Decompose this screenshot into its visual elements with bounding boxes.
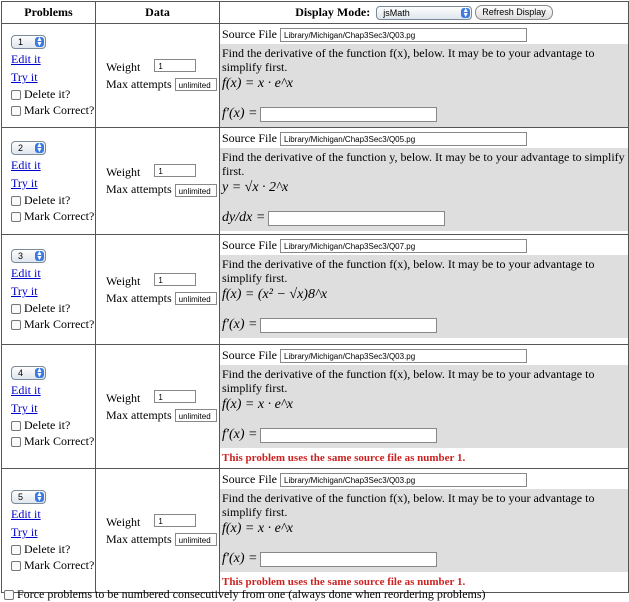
- mark-correct-checkbox[interactable]: [11, 437, 21, 447]
- display-mode-label: Display Mode:: [295, 4, 371, 19]
- problem-formula: f(x) = x · e^x: [222, 397, 293, 412]
- delete-checkbox[interactable]: [11, 421, 21, 431]
- try-link[interactable]: Try it: [11, 284, 38, 299]
- answer-label: f′(x) =: [222, 551, 258, 566]
- problem-statement: Find the derivative of the function f(x), below. It may be to your advantage to simplify first.: [222, 257, 595, 285]
- mark-correct-label: Mark Correct?: [24, 434, 95, 449]
- data-header: Data: [96, 2, 220, 24]
- weight-input[interactable]: 1: [154, 273, 196, 286]
- problem-controls: [2, 235, 96, 345]
- force-numbering-checkbox[interactable]: [4, 590, 14, 600]
- mark-correct-label: Mark Correct?: [24, 103, 95, 118]
- problem-preview: [220, 128, 629, 235]
- problem-controls: [2, 345, 96, 469]
- answer-label: f′(x) =: [222, 427, 258, 442]
- source-file-row: [220, 469, 628, 489]
- max-attempts-label: Max attempts: [106, 290, 172, 305]
- try-link[interactable]: Try it: [11, 70, 38, 85]
- problem-preview: [220, 345, 629, 469]
- mark-correct-checkbox[interactable]: [11, 561, 21, 571]
- weight-label: Weight: [106, 390, 141, 405]
- answer-label: f′(x) =: [222, 317, 258, 332]
- weight-input[interactable]: 1: [154, 59, 196, 72]
- source-file-input[interactable]: Library/Michigan/Chap3Sec3/Q03.pg: [280, 28, 527, 42]
- delete-label: Delete it?: [24, 87, 71, 102]
- delete-checkbox[interactable]: [11, 90, 21, 100]
- source-file-row: [220, 24, 628, 44]
- problem-number-select[interactable]: [11, 35, 46, 49]
- problem-number-select[interactable]: [11, 249, 46, 263]
- delete-option[interactable]: [11, 87, 95, 102]
- problem-body: [220, 489, 628, 572]
- max-attempts-label: Max attempts: [106, 76, 172, 91]
- source-file-row: [220, 128, 628, 148]
- source-file-row: [220, 235, 628, 255]
- max-attempts-input[interactable]: unlimited: [175, 292, 217, 305]
- problems-header: Problems: [2, 2, 96, 24]
- source-file-label: Source File: [222, 238, 277, 252]
- problem-number: 3: [18, 251, 24, 262]
- problem-controls: [2, 128, 96, 235]
- answer-input[interactable]: [260, 107, 437, 122]
- source-file-label: Source File: [222, 348, 277, 362]
- weight-input[interactable]: 1: [154, 164, 196, 177]
- problem-body: [220, 365, 628, 448]
- problem-formula: f(x) = x · e^x: [222, 521, 293, 536]
- mark-correct-option[interactable]: [11, 558, 95, 572]
- problem-preview: [220, 24, 629, 128]
- source-file-input[interactable]: Library/Michigan/Chap3Sec3/Q03.pg: [280, 349, 527, 363]
- delete-label: Delete it?: [24, 418, 71, 433]
- source-file-label: Source File: [222, 27, 277, 41]
- source-file-row: [220, 345, 628, 365]
- problem-data: [96, 128, 220, 235]
- max-attempts-input[interactable]: unlimited: [175, 533, 217, 546]
- mark-correct-label: Mark Correct?: [24, 317, 95, 332]
- problems-table: [1, 1, 629, 593]
- problem-number-select[interactable]: [11, 490, 46, 504]
- source-file-label: Source File: [222, 472, 277, 486]
- max-attempts-input[interactable]: unlimited: [175, 78, 217, 91]
- problem-formula: f(x) = (x² − √x)8^x: [222, 287, 328, 302]
- problem-formula: y = √x · 2^x: [222, 180, 289, 195]
- weight-input[interactable]: 1: [154, 514, 196, 527]
- refresh-display-button[interactable]: Refresh Display: [475, 5, 553, 20]
- mark-correct-option[interactable]: [11, 209, 95, 223]
- edit-link[interactable]: Edit it: [11, 383, 41, 398]
- problem-row: [2, 128, 629, 235]
- weight-label: Weight: [106, 273, 141, 288]
- delete-checkbox[interactable]: [11, 196, 21, 206]
- delete-label: Delete it?: [24, 542, 71, 557]
- problem-number: 1: [18, 37, 24, 48]
- select-arrows-icon: ▲ ▼: [462, 6, 470, 19]
- source-file-input[interactable]: Library/Michigan/Chap3Sec3/Q07.pg: [280, 239, 527, 253]
- max-attempts-input[interactable]: unlimited: [175, 184, 217, 197]
- problem-statement: Find the derivative of the function f(x), below. It may be to your advantage to simplify first.: [222, 491, 595, 519]
- source-file-input[interactable]: Library/Michigan/Chap3Sec3/Q05.pg: [280, 132, 527, 146]
- problem-data: [96, 345, 220, 469]
- weight-label: Weight: [106, 514, 141, 529]
- edit-link[interactable]: Edit it: [11, 507, 41, 522]
- answer-input[interactable]: [260, 552, 437, 567]
- mark-correct-option[interactable]: [11, 103, 95, 117]
- delete-option[interactable]: [11, 193, 95, 208]
- source-file-label: Source File: [222, 131, 277, 145]
- answer-input[interactable]: [268, 211, 445, 226]
- delete-option[interactable]: [11, 301, 95, 316]
- try-link[interactable]: Try it: [11, 401, 38, 416]
- problem-data: [96, 24, 220, 128]
- problem-statement: Find the derivative of the function f(x), below. It may be to your advantage to simplify first.: [222, 367, 595, 395]
- mark-correct-option[interactable]: [11, 317, 95, 331]
- problem-data: [96, 469, 220, 593]
- edit-link[interactable]: Edit it: [11, 266, 41, 281]
- delete-checkbox[interactable]: [11, 545, 21, 555]
- try-link[interactable]: Try it: [11, 175, 38, 190]
- max-attempts-label: Max attempts: [106, 407, 172, 422]
- display-mode-select[interactable]: [376, 6, 472, 20]
- display-mode-value: jsMath: [383, 7, 410, 18]
- select-arrows-icon: ▲ ▼: [36, 367, 43, 380]
- source-file-input[interactable]: Library/Michigan/Chap3Sec3/Q03.pg: [280, 473, 527, 487]
- mark-correct-checkbox[interactable]: [11, 320, 21, 330]
- select-arrows-icon: ▲ ▼: [36, 491, 43, 504]
- display-mode-header: [220, 2, 629, 24]
- mark-correct-checkbox[interactable]: [11, 106, 21, 116]
- duplicate-warning: This problem uses the same source file as number 1.: [222, 576, 466, 588]
- delete-option[interactable]: [11, 418, 95, 433]
- duplicate-warning: This problem uses the same source file as number 1.: [222, 452, 466, 464]
- header-row: [2, 2, 629, 24]
- problem-number: 4: [18, 368, 24, 379]
- delete-option[interactable]: [11, 542, 95, 557]
- problem-row: [2, 469, 629, 593]
- weight-input[interactable]: 1: [154, 390, 196, 403]
- answer-label: f′(x) =: [222, 106, 258, 121]
- select-arrows-icon: ▲ ▼: [36, 250, 43, 263]
- try-link[interactable]: Try it: [11, 525, 38, 540]
- select-arrows-icon: ▲ ▼: [36, 36, 43, 49]
- delete-checkbox[interactable]: [11, 304, 21, 314]
- delete-label: Delete it?: [24, 301, 71, 316]
- problem-number-select[interactable]: [11, 366, 46, 380]
- answer-input[interactable]: [260, 428, 437, 443]
- edit-link[interactable]: Edit it: [11, 52, 41, 67]
- max-attempts-label: Max attempts: [106, 182, 172, 196]
- problem-formula: f(x) = x · e^x: [222, 76, 293, 91]
- problem-row: [2, 235, 629, 345]
- problem-statement: Find the derivative of the function f(x), below. It may be to your advantage to simplify first.: [222, 46, 595, 74]
- max-attempts-input[interactable]: unlimited: [175, 409, 217, 422]
- delete-label: Delete it?: [24, 192, 71, 207]
- weight-label: Weight: [106, 59, 141, 74]
- mark-correct-label: Mark Correct?: [24, 558, 95, 573]
- problem-preview: [220, 469, 629, 593]
- problem-number: 2: [18, 142, 24, 153]
- mark-correct-label: Mark Correct?: [24, 208, 95, 223]
- problem-row: [2, 24, 629, 128]
- problem-controls: [2, 469, 96, 593]
- problem-body: [220, 44, 628, 127]
- problem-row: [2, 345, 629, 469]
- edit-link[interactable]: Edit it: [11, 157, 41, 172]
- problem-data: [96, 235, 220, 345]
- select-arrows-icon: ▲ ▼: [36, 141, 43, 154]
- problem-controls: [2, 24, 96, 128]
- problem-number-select[interactable]: [11, 141, 46, 155]
- problem-body: [220, 255, 628, 338]
- answer-input[interactable]: [260, 318, 437, 333]
- weight-label: Weight: [106, 165, 141, 179]
- mark-correct-option[interactable]: [11, 434, 95, 448]
- answer-label: dy/dx =: [222, 210, 266, 225]
- problem-statement: Find the derivative of the function y, below. It may be to your advantage to simplify first.: [222, 150, 625, 178]
- mark-correct-checkbox[interactable]: [11, 212, 21, 222]
- problem-preview: [220, 235, 629, 345]
- max-attempts-label: Max attempts: [106, 531, 172, 546]
- problem-body: [220, 148, 628, 231]
- force-numbering-label: Force problems to be numbered consecutively from one (always done when reordering problems): [17, 587, 486, 601]
- problem-number: 5: [18, 492, 24, 503]
